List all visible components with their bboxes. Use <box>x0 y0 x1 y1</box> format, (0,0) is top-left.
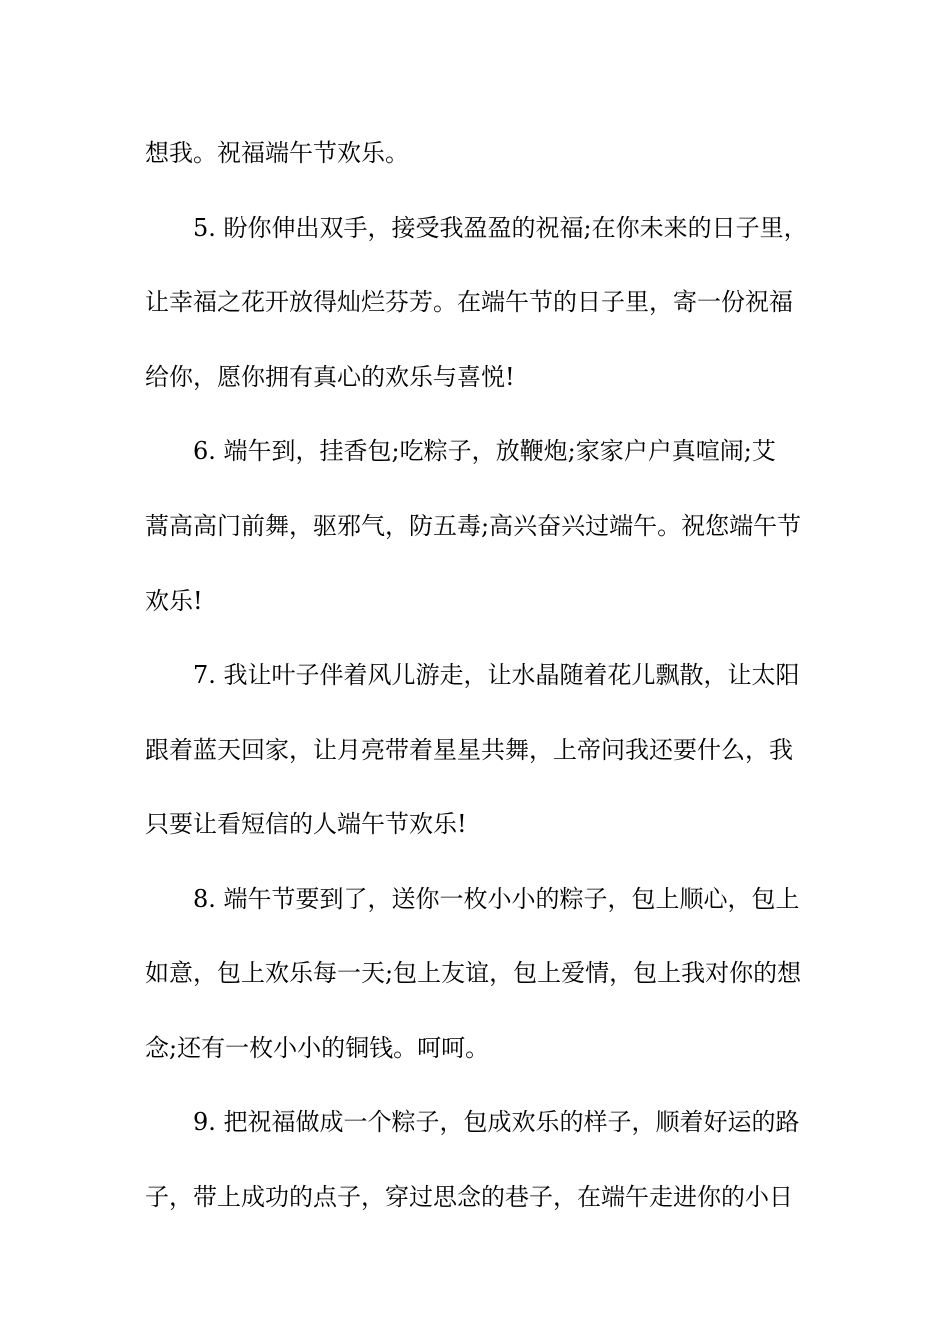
text-line: 欢乐! <box>145 587 203 615</box>
text-line: 6. 端午到，挂香包;吃粽子，放鞭炮;家家户户真喧闹;艾 <box>193 437 776 465</box>
text-line: 跟着蓝天回家，让月亮带着星星共舞，上帝问我还要什么，我 <box>145 736 793 764</box>
text-line: 让幸福之花开放得灿烂芬芳。在端午节的日子里，寄一份祝福 <box>145 288 793 316</box>
text-line: 7. 我让叶子伴着风儿游走，让水晶随着花儿飘散，让太阳 <box>193 661 800 689</box>
text-line: 子，带上成功的点子，穿过思念的巷子，在端午走进你的小日 <box>145 1183 793 1211</box>
text-line: 给你，愿你拥有真心的欢乐与喜悦! <box>145 363 515 391</box>
text-line: 想我。祝福端午节欢乐。 <box>145 139 409 167</box>
text-line: 只要让看短信的人端午节欢乐! <box>145 810 467 838</box>
text-line: 5. 盼你伸出双手，接受我盈盈的祝福;在你未来的日子里， <box>193 214 808 242</box>
text-line: 如意，包上欢乐每一天;包上友谊，包上爱情，包上我对你的想 <box>145 959 802 987</box>
text-line: 念;还有一枚小小的铜钱。呵呵。 <box>145 1034 490 1062</box>
text-line: 蒿高高门前舞，驱邪气，防五毒;高兴奋兴过端午。祝您端午节 <box>145 512 802 540</box>
text-line: 9. 把祝福做成一个粽子，包成欢乐的样子，顺着好运的路 <box>193 1108 800 1136</box>
text-line: 8. 端午节要到了，送你一枚小小的粽子，包上顺心，包上 <box>193 885 800 913</box>
